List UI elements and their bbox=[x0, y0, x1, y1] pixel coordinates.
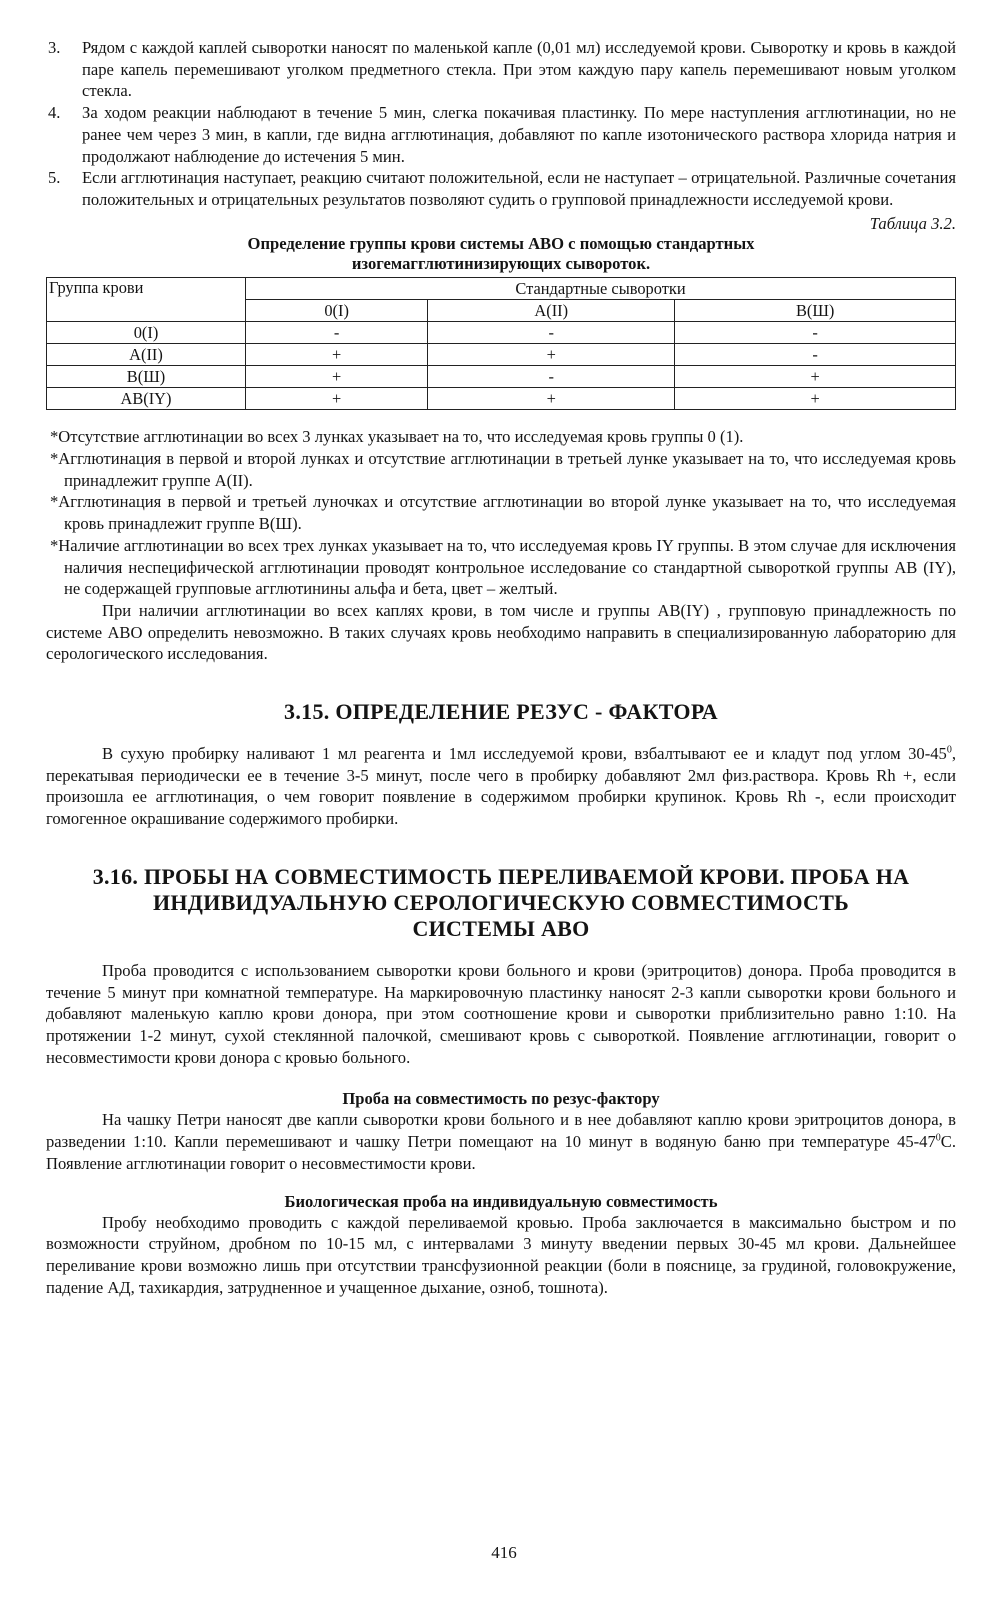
section-title-line: СИСТЕМЫ АВО bbox=[412, 915, 590, 941]
table-title-line: Определение группы крови системы АВО с помощью стандартных bbox=[247, 234, 755, 254]
header-blood-group: Группа крови bbox=[47, 278, 246, 322]
paragraph: Пробу необходимо проводить с каждой переливаемой кровью. Проба заключается в максимально быстром и по возможности струйном, дробном по 10-15 мл, с интервалами 3 минуту введении первых 30-45 мл крови. Дальнейшее переливание крови возможно лишь при отсутствии трансфузионной реакции (боли в пояснице, за грудиной, головокружение, падение АД, тахикардия, затрудненное и учащенное дыхание, озноб, тошнота). bbox=[46, 1212, 956, 1297]
paragraph-text: В сухую пробирку наливают 1 мл реагента и 1мл исследуемой крови, взбалтывают ее и кладут под углом 30-45 bbox=[102, 744, 947, 764]
list-item-text: Если агглютинация наступает, реакцию считают положительной, если не наступает – отрицательной. Различные сочетания положительных и отрицательных результатов позволяют судить о групповой принадлежности исследуемой крови. bbox=[82, 168, 956, 209]
paragraph: Проба проводится с использованием сыворотки крови больного и крови (эритроцитов) донора. Проба проводится в течение 5 минут при комнатной температуре. На маркировочную пластинку наносят 2-3 капли сыворотки крови больного и добавляют маленькую каплю крови донора, при этом соотношение крови и сыворотки приблизительно равно 1:10. На протяжении 1-2 минут, сухой стеклянной палочкой, смешивают кровь с сывороткой. Появление агглютинации, говорит о несовместимости крови донора с кровью больного. bbox=[46, 960, 956, 1067]
table-cell: - bbox=[675, 344, 956, 366]
list-item-number: 5. bbox=[48, 168, 61, 188]
column-header: 0(I) bbox=[246, 300, 428, 322]
degree-superscript: 0 bbox=[935, 1132, 941, 1144]
table-cell: + bbox=[246, 366, 428, 388]
table-header-row bbox=[47, 278, 956, 300]
table-cell: + bbox=[246, 344, 428, 366]
table-title-line: изогемагглютинизирующих сывороток. bbox=[351, 254, 651, 274]
table-row bbox=[47, 322, 956, 344]
paragraph-text: , перекатывая периодически ее в течение 3-5 минут, после чего в пробирку добавляют 2мл физ.раствора. Кровь Rh +, если произошла ее агглютинация, о чем говорит появление в содержимом пробирки крупинок. Кровь Rh -, если происходит гомогенное окрашивание содержимого пробирки. bbox=[46, 744, 956, 829]
table-row bbox=[47, 388, 956, 410]
table-note: *Отсутствие агглютинации во всех 3 лунках указывает на то, что исследуемая кровь группы 0 (1). bbox=[50, 427, 744, 447]
table-cell: - bbox=[428, 322, 675, 344]
paragraph bbox=[46, 743, 956, 830]
header-standard-sera: Стандартные сыворотки bbox=[246, 278, 956, 300]
blood-group-table bbox=[46, 277, 956, 410]
table-note: *Агглютинация в первой и второй лунках и отсутствие агглютинации в третьей лунке указывает на то, что исследуемая кровь принадлежит группе А(II). bbox=[50, 449, 956, 490]
column-header: В(Ш) bbox=[675, 300, 956, 322]
degree-superscript: 0 bbox=[946, 744, 952, 756]
table-title bbox=[46, 234, 956, 274]
list-item-number: 3. bbox=[48, 38, 61, 57]
subsection-title: Биологическая проба на индивидуальную совместимость bbox=[284, 1191, 718, 1211]
subsection-title: Проба на совместимость по резус-фактору bbox=[342, 1089, 660, 1109]
table-cell: + bbox=[246, 388, 428, 410]
table-row bbox=[47, 344, 956, 366]
section-title bbox=[46, 864, 956, 942]
table-note: *Наличие агглютинации во всех трех лунках указывает на то, что исследуемая кровь IY группы. В этом случае для исключения наличия неспецифической агглютинации проводят контрольное исследование со стандартной сывороткой группы АВ (IY), не содержащей групповые агглютинины альфа и бета, цвет – желтый. bbox=[50, 535, 956, 599]
row-group: В(Ш) bbox=[47, 366, 246, 388]
table-row bbox=[47, 366, 956, 388]
list-item bbox=[46, 102, 956, 167]
row-group: АВ(IY) bbox=[47, 388, 246, 410]
list-item-text: За ходом реакции наблюдают в течение 5 мин, слегка покачивая пластинку. По мере наступления агглютинации, но не ранее чем через 3 мин, в капли, где видна агглютинация, добавляют по капле изотонического раствора хлорида натрия и продолжают наблюдение до истечения 5 мин. bbox=[82, 103, 956, 166]
table-cell: - bbox=[246, 322, 428, 344]
table-cell: + bbox=[675, 388, 956, 410]
table-cell: + bbox=[675, 366, 956, 388]
page-number: 416 bbox=[491, 1543, 517, 1562]
page-content bbox=[46, 37, 956, 1298]
section-title: 3.15. ОПРЕДЕЛЕНИЕ РЕЗУС - ФАКТОРА bbox=[284, 699, 718, 725]
list-item-text: Рядом с каждой каплей сыворотки наносят по маленькой капле (0,01 мл) исследуемой крови. Сыворотку и кровь в каждой паре капель перемешивают уголком предметного стекла. При этом каждую пару капель перемешивают новым уголком стекла. bbox=[82, 38, 956, 101]
column-header: А(II) bbox=[428, 300, 675, 322]
paragraph-text: С. Появление агглютинации говорит о несовместимости крови. bbox=[46, 1132, 956, 1173]
list-item bbox=[46, 37, 956, 102]
table-cell: - bbox=[675, 322, 956, 344]
table-note: *Агглютинация в первой и третьей луночках и отсутствие агглютинации во второй лунке указывает на то, что исследуемая кровь принадлежит группе В(Ш). bbox=[50, 492, 956, 534]
table-caption: Таблица 3.2. bbox=[869, 213, 956, 233]
paragraph-text: На чашку Петри наносят две капли сыворотки крови больного и в нее добавляют каплю крови эритроцитов донора, в разведении 1:10. Капли перемешивают и чашку Петри помещают на 10 минут в водяную баню при температуре 45-47 bbox=[46, 1110, 956, 1152]
section-title-line: ИНДИВИДУАЛЬНУЮ СЕРОЛОГИЧЕСКУЮ СОВМЕСТИМОСТЬ bbox=[152, 889, 850, 915]
section-title-line: 3.16. ПРОБЫ НА СОВМЕСТИМОСТЬ ПЕРЕЛИВАЕМОЙ КРОВИ. ПРОБА НА bbox=[92, 863, 910, 889]
paragraph: При наличии агглютинации во всех каплях крови, в том числе и группы АВ(IY) , групповую принадлежность по системе АВО определить невозможно. В таких случаях кровь необходимо направить в специализированную лабораторию для серологического исследования. bbox=[46, 600, 956, 664]
table-cell: + bbox=[428, 388, 675, 410]
list-item-number: 4. bbox=[48, 103, 61, 123]
row-group: А(II) bbox=[47, 344, 246, 366]
list-item bbox=[46, 167, 956, 210]
table-cell: + bbox=[428, 344, 675, 366]
row-group: 0(I) bbox=[47, 322, 246, 344]
table-notes bbox=[46, 426, 956, 600]
paragraph bbox=[46, 1109, 956, 1174]
table-cell: - bbox=[428, 366, 675, 388]
